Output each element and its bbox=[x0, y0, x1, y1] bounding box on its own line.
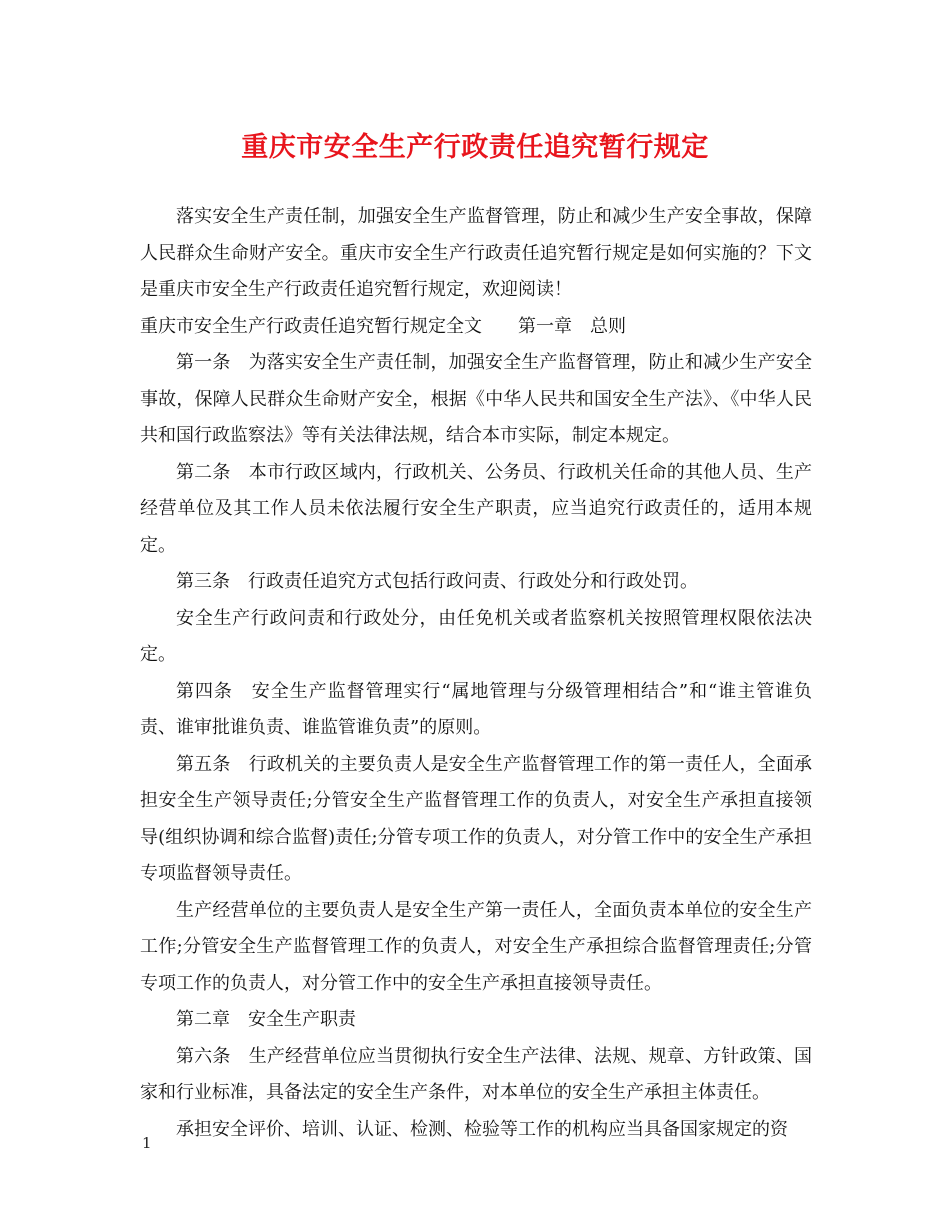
document-body bbox=[140, 199, 812, 1148]
paragraph-intro: 落实安全生产责任制，加强安全生产监督管理，防止和减少生产安全事故，保障人民群众生命财产安全。重庆市安全生产行政责任追究暂行规定是如何实施的？下文是重庆市安全生产行政责任追究暂行规定，欢迎阅读！ bbox=[140, 206, 812, 300]
paragraph-article-6: 第六条 生产经营单位应当贯彻执行安全生产法律、法规、规章、方针政策、国家和行业标准，具备法定的安全生产条件，对本单位的安全生产承担主体责任。 bbox=[140, 1045, 812, 1103]
paragraph-article-3-cont: 安全生产行政问责和行政处分，由任免机关或者监察机关按照管理权限依法决定。 bbox=[140, 607, 812, 665]
paragraph-article-5: 第五条 行政机关的主要负责人是安全生产监督管理工作的第一责任人，全面承担安全生产领导责任;分管安全生产监督管理工作的负责人，对安全生产承担直接领导(组织协调和综合监督)责任;分管专项工作的负责人，对分管工作中的安全生产承担专项监督领导责任。 bbox=[140, 753, 812, 884]
paragraph-heading-chapter-1: 重庆市安全生产行政责任追究暂行规定全文 第一章 总则 bbox=[140, 315, 626, 337]
page-number: 1 bbox=[142, 1134, 152, 1152]
paragraph-article-3: 第三条 行政责任追究方式包括行政问责、行政处分和行政处罚。 bbox=[176, 571, 698, 592]
paragraph-article-2: 第二条 本市行政区域内，行政机关、公务员、行政机关任命的其他人员、生产经营单位及其工作人员未依法履行安全生产职责，应当追究行政责任的，适用本规定。 bbox=[140, 461, 812, 556]
document-title: 重庆市安全生产行政责任追究暂行规定 bbox=[241, 132, 709, 163]
paragraph-heading-chapter-2: 第二章 安全生产职责 bbox=[176, 1009, 356, 1030]
paragraph-article-6-cont: 承担安全评价、培训、认证、检测、检验等工作的机构应当具备国家规定的资 bbox=[176, 1118, 788, 1140]
paragraph-article-1: 第一条 为落实安全生产责任制，加强安全生产监督管理，防止和减少生产安全事故，保障人民群众生命财产安全，根据《中华人民共和国安全生产法》、《中华人民共和国行政监察法》等有关法律法规，结合本市实际，制定本规定。 bbox=[140, 352, 812, 446]
paragraph-article-5-cont: 生产经营单位的主要负责人是安全生产第一责任人，全面负责本单位的安全生产工作;分管安全生产监督管理工作的负责人，对安全生产承担综合监督管理责任;分管专项工作的负责人，对分管工作中的安全生产承担直接领导责任。 bbox=[140, 899, 813, 994]
paragraph-article-4: 第四条 安全生产监督管理实行“属地管理与分级管理相结合”和“谁主管谁负责、谁审批谁负责、谁监管谁负责”的原则。 bbox=[140, 680, 812, 738]
